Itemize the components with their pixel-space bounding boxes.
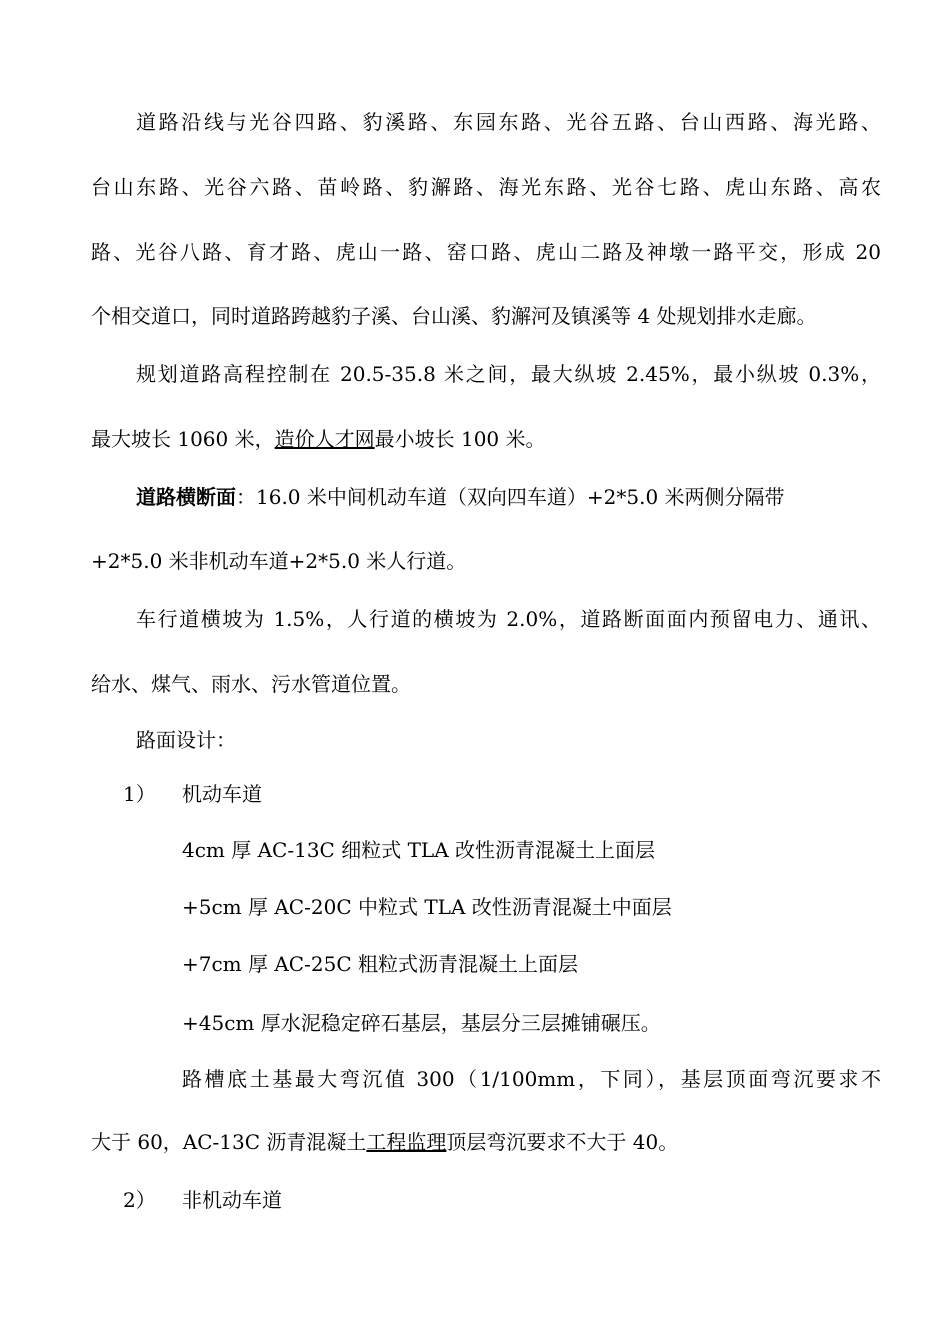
elevation-text-b: 最小坡长 100 米。: [374, 427, 546, 451]
cost-talent-link[interactable]: 造价人才网: [274, 427, 375, 451]
item-1-number: 1）: [123, 782, 156, 806]
paragraph-elevation-line-2: [91, 425, 881, 453]
paragraph-intersections-line-1: 道路沿线与光谷四路、豹溪路、东园东路、光谷五路、台山西路、海光路、: [136, 110, 881, 134]
paragraph-elevation-line-1: 规划道路高程控制在 20.5-35.8 米之间，最大纵坡 2.45%，最小纵坡 0.3%，: [136, 362, 881, 386]
item-1-title: 机动车道: [182, 782, 262, 806]
deflection-text-a: 大于 60，AC-13C 沥青混凝土: [91, 1130, 367, 1154]
paragraph-cross-section-line-1: [136, 483, 881, 511]
paragraph-intersections-line-3: 路、光谷八路、育才路、虎山一路、窑口路、虎山二路及神墩一路平交，形成 20: [91, 240, 881, 264]
layer-line-3: +7cm 厚 AC-25C 粗粒式沥青混凝土上面层: [182, 952, 578, 976]
elevation-text-a: 最大坡长 1060 米，: [91, 427, 275, 451]
pavement-design-heading: 路面设计：: [136, 728, 236, 752]
layer-line-2: +5cm 厚 AC-20C 中粒式 TLA 改性沥青混凝土中面层: [182, 895, 672, 919]
paragraph-slope-line-2: 给水、煤气、雨水、污水管道位置。: [91, 672, 411, 696]
layer-line-4: +45cm 厚水泥稳定碎石基层，基层分三层摊铺碾压。: [182, 1011, 661, 1035]
layer-line-1: 4cm 厚 AC-13C 细粒式 TLA 改性沥青混凝土上面层: [182, 838, 655, 862]
item-2-number: 2）: [123, 1188, 156, 1212]
cross-section-heading: 道路横断面: [136, 485, 236, 509]
paragraph-intersections-line-2: 台山东路、光谷六路、苗岭路、豹澥路、海光东路、光谷七路、虎山东路、高农: [91, 175, 881, 199]
deflection-text-b: 顶层弯沉要求不大于 40。: [446, 1130, 679, 1154]
deflection-note-line-1: 路槽底土基最大弯沉值 300（1/100mm，下同），基层顶面弯沉要求不: [182, 1067, 881, 1091]
engineering-supervision-link[interactable]: 工程监理: [366, 1130, 447, 1154]
deflection-note-line-2: [91, 1128, 881, 1156]
paragraph-intersections-line-4: 个相交道口，同时道路跨越豹子溪、台山溪、豹澥河及镇溪等 4 处规划排水走廊。: [91, 304, 817, 328]
paragraph-slope-line-1: 车行道横坡为 1.5%，人行道的横坡为 2.0%，道路断面面内预留电力、通讯、: [136, 607, 881, 631]
item-2-title: 非机动车道: [182, 1188, 282, 1212]
paragraph-cross-section-line-2: +2*5.0 米非机动车道+2*5.0 米人行道。: [91, 549, 467, 573]
cross-section-text: ：16.0 米中间机动车道（双向四车道）+2*5.0 米两侧分隔带: [236, 485, 785, 509]
